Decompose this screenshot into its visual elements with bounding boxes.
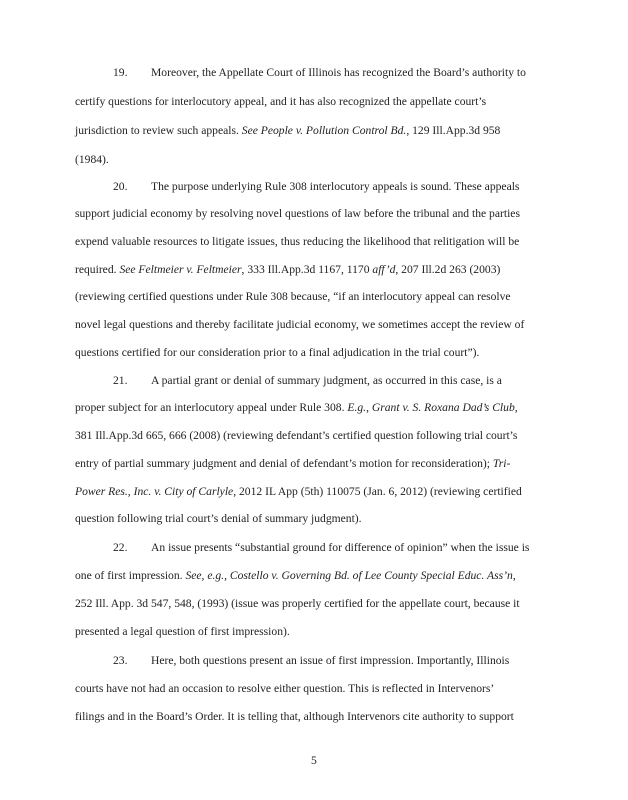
paragraph-line: [75, 263, 500, 277]
citation-text: See People v. Pollution Control Bd.: [241, 124, 407, 137]
body-text: certify questions for interlocutory appeal, and it has also recognized the appellate court’s: [75, 95, 487, 108]
paragraph-line: [75, 710, 514, 724]
paragraph-line: [75, 625, 290, 639]
paragraph-line: [75, 124, 500, 138]
body-text: novel legal questions and thereby facilitate judicial economy, we sometimes accept the review of: [75, 318, 525, 331]
body-text: (1984).: [75, 153, 109, 166]
paragraph-line: [75, 207, 520, 221]
paragraph-line: [75, 569, 516, 583]
body-text: A partial grant or denial of summary judgment, as occurred in this case, is a: [151, 374, 502, 387]
body-text: proper subject for an interlocutory appeal under Rule 308.: [75, 401, 348, 414]
body-text: entry of partial summary judgment and denial of defendant’s motion for reconsideration);: [75, 457, 493, 470]
paragraph-line: [113, 654, 509, 668]
paragraph-number: 20.: [113, 180, 128, 193]
body-text: required.: [75, 263, 120, 276]
body-text: (reviewing certified questions under Rule 308 because, “if an interlocutory appeal can resolve: [75, 290, 511, 303]
body-text: presented a legal question of first impression).: [75, 625, 290, 638]
body-text: The purpose underlying Rule 308 interlocutory appeals is sound. These appeals: [151, 180, 520, 193]
body-text: courts have not had an occasion to resolve either question. This is reflected in Intervenors’: [75, 682, 495, 695]
citation-text: E.g.: [347, 401, 367, 414]
paragraph-line: [113, 66, 526, 80]
citation-text: aff’d: [372, 263, 396, 276]
body-text: Moreover, the Appellate Court of Illinois has recognized the Board’s authority to: [151, 66, 526, 79]
body-text: , 2012 IL App (5th) 110075 (Jan. 6, 2012) (reviewing certified: [233, 485, 522, 498]
body-text: filings and in the Board’s Order. It is telling that, although Intervenors cite authority to support: [75, 710, 514, 723]
paragraph-line: [75, 318, 524, 332]
paragraph-line: [75, 457, 510, 471]
body-text: Here, both questions present an issue of first impression. Importantly, Illinois: [151, 654, 510, 667]
paragraph-line: [75, 429, 517, 443]
body-text: , 207 Ill.2d 263 (2003): [395, 263, 501, 276]
paragraph-line: [75, 401, 518, 415]
paragraph-line: [75, 346, 479, 360]
paragraph-line: [75, 485, 522, 499]
body-text: An issue presents “substantial ground for difference of opinion” when the issue is: [151, 541, 530, 554]
body-text: , 333 Ill.App.3d 1167, 1170: [241, 263, 373, 276]
paragraph-line: [75, 95, 486, 109]
body-text: ,: [366, 401, 372, 414]
body-text: 381 Ill.App.3d 665, 666 (2008) (reviewing defendant’s certified question following trial court’s: [75, 429, 518, 442]
citation-text: See Feltmeier v. Feltmeier: [119, 263, 242, 276]
citation-text: See, e.g., Costello v. Governing Bd. of Lee County Special Educ. Ass’n: [185, 569, 513, 582]
body-text: ,: [514, 401, 518, 414]
paragraph-line: [113, 374, 502, 388]
paragraph-line: [113, 541, 529, 555]
paragraph-number: 23.: [113, 654, 128, 667]
paragraph-line: [75, 235, 519, 249]
paragraph-number: 22.: [113, 541, 128, 554]
citation-text: Power Res., Inc. v. City of Carlyle: [75, 485, 234, 498]
page-number: 5: [311, 754, 317, 767]
paragraph-number: 21.: [113, 374, 128, 387]
body-text: one of first impression.: [75, 569, 186, 582]
body-text: support judicial economy by resolving novel questions of law before the tribunal and the parties: [75, 207, 520, 220]
body-text: ,: [512, 569, 516, 582]
body-text: expend valuable resources to litigate issues, thus reducing the likelihood that relitigation will be: [75, 235, 520, 248]
body-text: , 129 Ill.App.3d 958: [406, 124, 501, 137]
citation-text: Tri-: [492, 457, 511, 470]
citation-text: Grant v. S. Roxana Dad’s Club: [371, 401, 515, 414]
body-text: questions certified for our consideration prior to a final adjudication in the trial court”).: [75, 346, 480, 359]
body-text: 252 Ill. App. 3d 547, 548, (1993) (issue was properly certified for the appellate court, because it: [75, 597, 520, 610]
paragraph-line: [75, 290, 511, 304]
paragraph-line: [75, 153, 109, 167]
paragraph-number: 19.: [113, 66, 128, 79]
paragraph-line: [75, 597, 520, 611]
paragraph-line: [113, 180, 519, 194]
paragraph-line: [75, 682, 494, 696]
body-text: jurisdiction to review such appeals.: [75, 124, 242, 137]
paragraph-line: [75, 512, 362, 526]
body-text: question following trial court’s denial of summary judgment).: [75, 512, 362, 525]
